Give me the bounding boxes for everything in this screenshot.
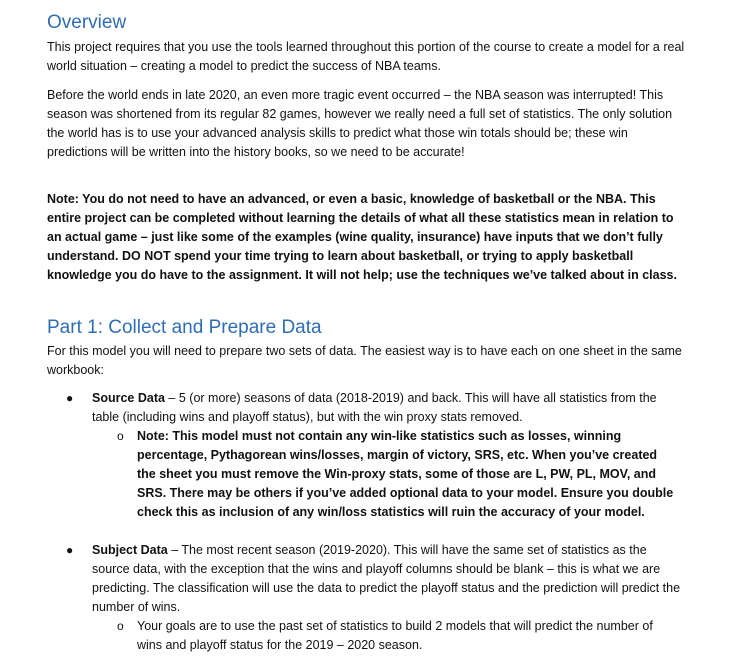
circle-bullet-icon: o xyxy=(117,619,124,633)
source-data-label: Source Data xyxy=(92,391,165,405)
subject-data-text: – The most recent season (2019-2020). This will have the same set of statistics as the source data, with the exception that the wins and playoff columns should be blank – this is what we are predicting. The classification will use the data to predict the playoff status and the prediction will predict the number of wins. xyxy=(92,543,681,614)
part1-heading: Part 1: Collect and Prepare Data xyxy=(47,317,322,338)
source-data-text: – 5 (or more) seasons of data (2018-2019) and back. This will have all statistics from the table (including wins and playoff status), but with the win proxy stats removed. xyxy=(92,391,657,424)
note-paragraph: Note: You do not need to have an advanced, or even a basic, knowledge of basketball or the NBA. This entire project can be completed without learning the details of what all these statistics mean in relation to an actual game – just like some of the examples (wine quality, insurance) have inputs that we don’t fully understand. DO NOT spend your time trying to learn about basketball, or trying to apply basketball knowledge you do have to the assignment. It will not help; use the techniques we’ve talked about in class. xyxy=(47,192,677,282)
subject-data-label: Subject Data xyxy=(92,543,168,557)
overview-heading: Overview xyxy=(47,12,127,33)
bullet-dot-icon: ● xyxy=(66,391,74,405)
bullet-dot-icon: ● xyxy=(66,543,74,557)
overview-paragraph-1: This project requires that you use the tools learned throughout this portion of the course to create a model for a real world situation – creating a model to predict the success of NBA teams. xyxy=(47,40,685,73)
source-data-note: Note: This model must not contain any win-like statistics such as losses, winning percentage, Pythagorean wins/losses, margin of victory, SRS, etc. When you’ve created the sheet you must remove the Win-proxy stats, some of those are L, PW, PL, MOV, and SRS. There may be others if you’ve added optional data to your model. Ensure you double check this as inclusion of any win/loss statistics will ruin the accuracy of your model. xyxy=(137,429,674,519)
subject-data-goal: Your goals are to use the past set of statistics to build 2 models that will predict the number of wins and playoff status for the 2019 – 2020 season. xyxy=(137,619,653,652)
circle-bullet-icon: o xyxy=(117,429,124,443)
part1-intro: For this model you will need to prepare two sets of data. The easiest way is to have each on one sheet in the same workbook: xyxy=(47,344,682,377)
source-data-item xyxy=(92,389,687,427)
overview-paragraph-2: Before the world ends in late 2020, an even more tragic event occurred – the NBA season was interrupted! This season was shortened from its regular 82 games, however we really need a full set of statistics. The only solution the world has is to use your advanced analysis skills to predict what those win totals should be; these win predictions will be written into the history books, so we need to be accurate! xyxy=(47,88,673,159)
subject-data-item xyxy=(92,541,687,617)
